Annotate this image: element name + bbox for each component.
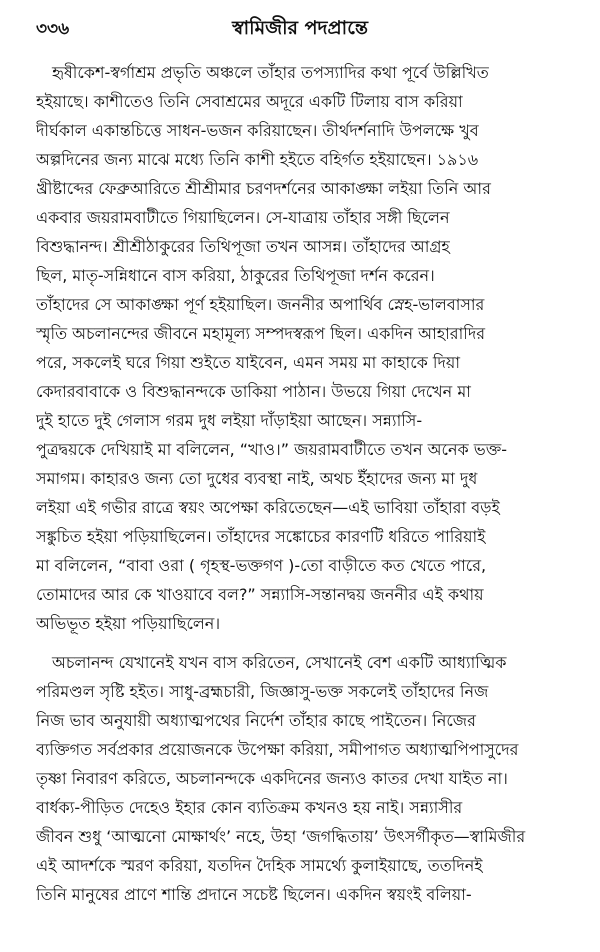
text-line: ব্যক্তিগত সর্বপ্রকার প্রয়োজনকে উপেক্ষা করিয়া, সমীপাগত অধ্যাত্মপিপাসুদের <box>36 740 519 759</box>
page-body <box>36 58 564 909</box>
running-title: স্বামিজীর পদপ্রান্তে <box>232 17 368 39</box>
text-line: পুত্রদ্বয়কে দেখিয়াই মা বলিলেন, “খাও।” জয়রামবাটীতে তখন অনেক ভক্ত- <box>36 440 508 459</box>
text-line: হৃষীকেশ-স্বর্গাশ্রম প্রভৃতি অঞ্চলে তাঁহার তপস্যাদির কথা পূর্বে উল্লিখিত <box>52 63 489 82</box>
text-line: সমাগম। কাহারও জন্য তো দুধের ব্যবস্থা নাই, অথচ ইঁহাদের জন্য মা দুধ <box>36 469 478 488</box>
text-line: স্মৃতি অচলানন্দের জীবনে মহামূল্য সম্পদস্বরূপ ছিল। একদিন আহারাদির <box>36 324 486 343</box>
text-line: এই আদর্শকে স্মরণ করিয়া, যতদিন দৈহিক সামর্থ্যে কুলাইয়াছে, ততদিনই <box>36 856 483 875</box>
text-line: ছিল, মাতৃ-সন্নিধানে বাস করিয়া, ঠাকুরের তিথিপূজা দর্শন করেন। <box>36 266 435 285</box>
text-line: তিনি মানুষের প্রাণে শান্তি প্রদানে সচেষ্ট ছিলেন। একদিন স্বয়ংই বলিয়া- <box>36 885 472 904</box>
page-number: ৩৩৬ <box>36 19 70 39</box>
text-line: অচলানন্দ যেখানেই যখন বাস করিতেন, সেখানেই বেশ একটি আধ্যাত্মিক <box>52 653 507 672</box>
text-line: বার্ধক্য-পীড়িত দেহেও ইহার কোন ব্যতিক্রম কখনও হয় নাই। সন্ন্যাসীর <box>36 798 463 817</box>
text-line: জীবন শুধু ‘আত্মনো মোক্ষার্থং’ নহে, উহা ‘জগদ্ধিতায়’ উৎসর্গীকৃত—স্বামিজীর <box>36 827 526 846</box>
paragraph-gap <box>36 638 564 648</box>
text-line: নিজ ভাব অনুযায়ী অধ্যাত্মপথের নির্দেশ তাঁহার কাছে পাইতেন। নিজের <box>36 711 476 730</box>
text-line: তাঁহাদের সে আকাঙ্ক্ষা পূর্ণ হইয়াছিল। জননীর অপার্থিব স্নেহ-ভালবাসার <box>36 295 485 314</box>
text-line: হইয়াছে। কাশীতেও তিনি সেবাশ্রমের অদূরে একটি টিলায় বাস করিয়া <box>36 92 463 111</box>
text-line: লইয়া এই গভীর রাত্রে স্বয়ং অপেক্ষা করিতেছেন—এই ভাবিয়া তাঁহারা বড়ই <box>36 498 500 517</box>
text-line: অল্পদিনের জন্য মাঝে মধ্যে তিনি কাশী হইতে বহির্গত হইয়াছেন। ১৯১৬ <box>36 150 479 169</box>
text-line: কেদারবাবাকে ও বিশুদ্ধানন্দকে ডাকিয়া পাঠান। উভয়ে গিয়া দেখেন মা <box>36 382 471 401</box>
page-header <box>36 14 564 42</box>
text-line: খ্রীষ্টাব্দের ফেব্রুআরিতে শ্রীশ্রীমার চরণদর্শনের আকাঙ্ক্ষা লইয়া তিনি আর <box>36 179 491 198</box>
text-line: বিশুদ্ধানন্দ। শ্রীশ্রীঠাকুরের তিথিপূজা তখন আসন্ন। তাঁহাদের আগ্রহ <box>36 237 450 256</box>
text-line: তোমাদের আর কে খাওয়াবে বল?” সন্ন্যাসি-সন্তানদ্বয় জননীর এই কথায় <box>36 585 484 604</box>
text-line: তৃষ্ণা নিবারণ করিতে, অচলানন্দকে একদিনের জন্যও কাতর দেখা যাইত না। <box>36 769 508 788</box>
text-line: অভিভূত হইয়া পড়িয়াছিলেন। <box>36 614 221 633</box>
paragraph <box>36 58 564 638</box>
text-line: মা বলিলেন, “বাবা ওরা ( গৃহস্থ-ভক্তগণ )-তো বাড়ীতে কত খেতে পারে, <box>36 556 487 575</box>
text-line: সঙ্কুচিত হইয়া পড়িয়াছিলেন। তাঁহাদের সঙ্কোচের কারণটি ধরিতে পারিয়াই <box>36 527 486 546</box>
text-line: পরিমণ্ডল সৃষ্টি হইত। সাধু-ব্রহ্মচারী, জিজ্ঞাসু-ভক্ত সকলেই তাঁহাদের নিজ <box>36 682 489 701</box>
text-line: পরে, সকলেই ঘরে গিয়া শুইতে যাইবেন, এমন সময় মা কাহাকে দিয়া <box>36 353 460 372</box>
paragraph <box>36 648 564 909</box>
text-line: দীর্ঘকাল একান্তচিত্তে সাধন-ভজন করিয়াছেন। তীর্থদর্শনাদি উপলক্ষে খুব <box>36 121 479 140</box>
text-line: একবার জয়রামবাটীতে গিয়াছিলেন। সে-যাত্রায় তাঁহার সঙ্গী ছিলেন <box>36 208 450 227</box>
text-line: দুই হাতে দুই গেলাস গরম দুধ লইয়া দাঁড়াইয়া আছেন। সন্ন্যাসি- <box>36 411 423 430</box>
